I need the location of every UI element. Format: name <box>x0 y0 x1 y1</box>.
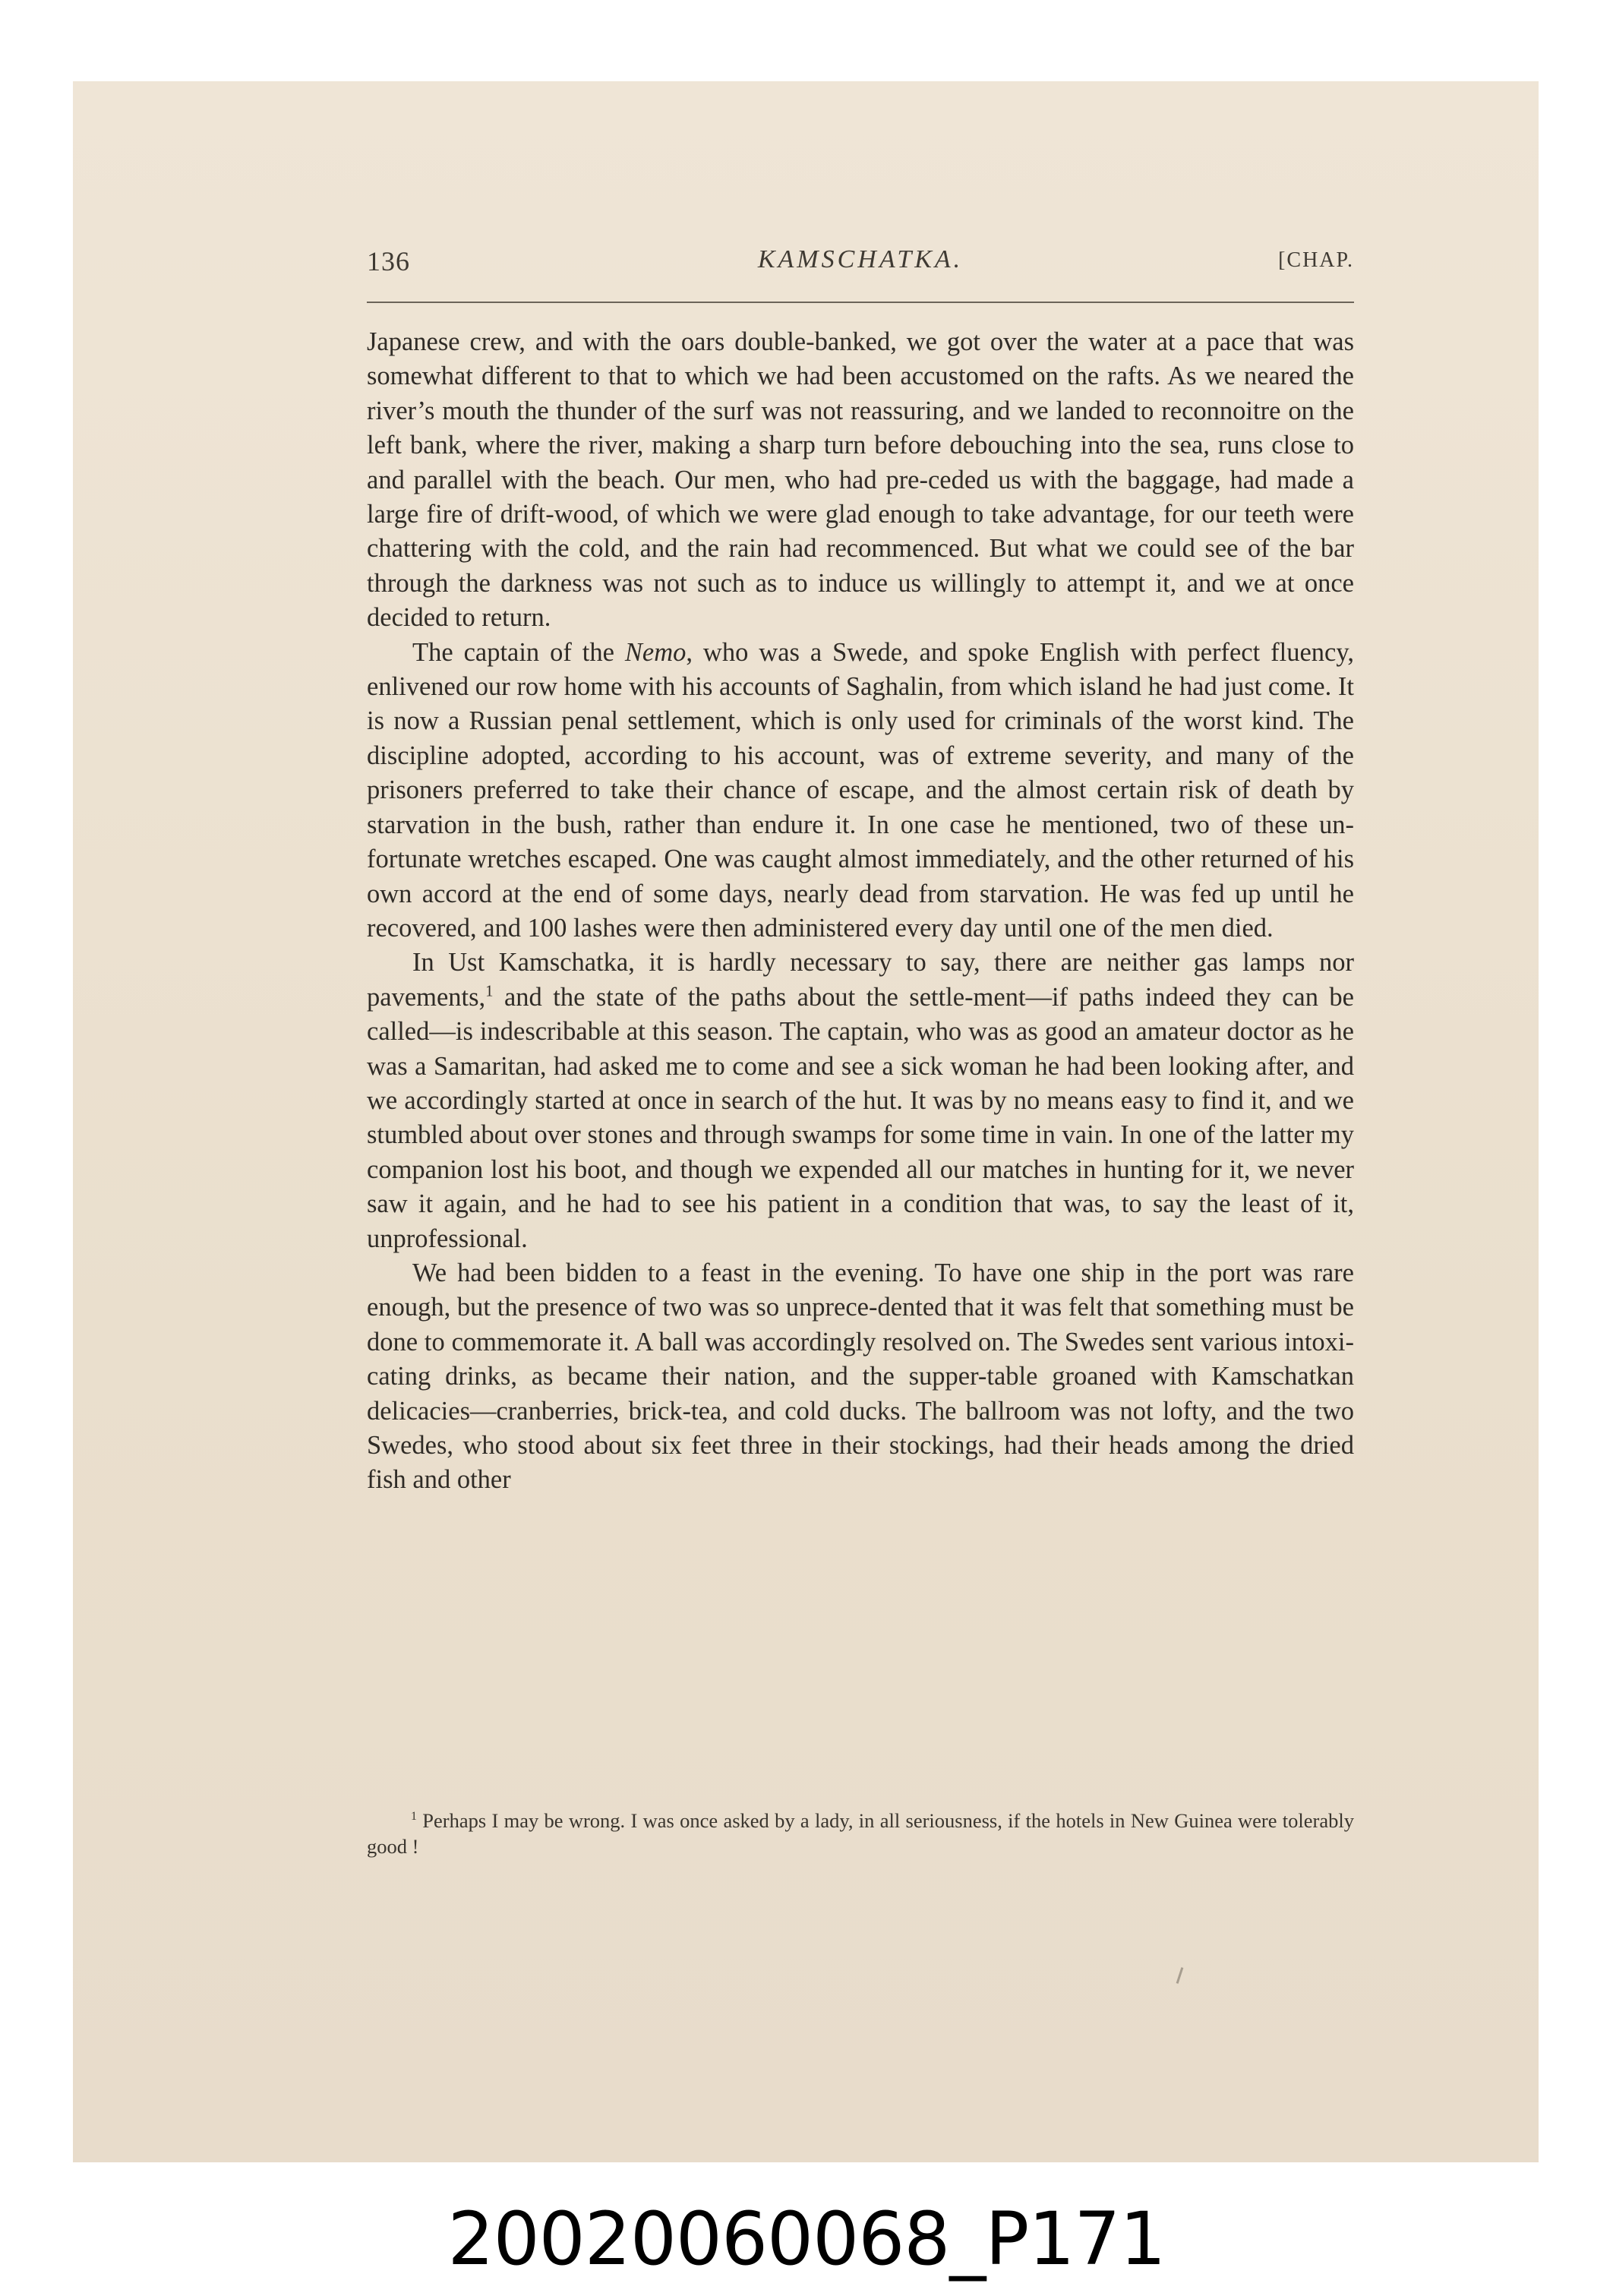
paragraph-4 <box>367 1256 1354 1498</box>
paragraph-2-text-start: The captain of the <box>412 637 625 667</box>
footnote <box>367 1808 1354 1859</box>
header-rule <box>367 302 1354 303</box>
paragraph-2-text-end: , who was a Swede, and spoke English with perfect fluency, enlivened our row home with his accounts of Saghalin, from which island he had just come. It is now a Russian penal settlement, which is only used for criminals of the worst kind. The discipline adopted, according to his account, was of extreme severity, and many of the prisoners preferred to take their chance of escape, and the almost certain risk of death by starvation in the bush, rather than endure it. In one case he mentioned, two of these un-fortunate wretches escaped. One was caught almost immediately, and the other returned of his own accord at the end of some days, nearly dead from starvation. He was fed up until he recovered, and 100 lashes were then administered every day until one of the men died. <box>367 637 1354 943</box>
paragraph-3-text-start: In Ust Kamschatka, it is hardly necessary to say, there are neither gas lamps nor pavements, <box>367 948 1354 1012</box>
chapter-mark: [CHAP. <box>1278 248 1354 272</box>
paragraph-4-text: We had been bidden to a feast in the evening. To have one ship in the port was rare enough, but the presence of two was so unprece-dented that it was felt that something must be done to commemorate it. A ball was accordingly resolved on. The Swedes sent various intoxi-cating drinks, as became their nation, and the supper-table groaned with Kamschatkan delicacies—cranberries, brick-tea, and cold ducks. The ballroom was not lofty, and the two Swedes, who stood about six feet three in their stockings, had their heads among the dried fish and other <box>367 1258 1354 1495</box>
page-header <box>367 245 1354 291</box>
paragraph-1 <box>367 325 1354 636</box>
paragraph-2 <box>367 636 1354 946</box>
footnote-mark: 1 <box>411 1810 417 1824</box>
paragraph-3-text-end: and the state of the paths about the settle-ment—if paths indeed they can be called—is indescribable at this season. The captain, who was as good an amateur doctor as he was a Samaritan, had asked me to come and see a sick woman he had been looking after, and we accordingly started at once in search of the hut. It was by no means easy to find it, and we stumbled about over stones and through swamps for some time in vain. In one of the latter my companion lost his boot, and though we expended all our matches in hunting for it, we never saw it again, and he had to see his patient in a condition that was, to say the least of it, unprofessional. <box>367 982 1354 1253</box>
footnote-text: Perhaps I may be wrong. I was once asked by a lady, in all seriousness, if the hotels in New Guinea were tolerably good ! <box>367 1809 1354 1858</box>
page-number: 136 <box>367 246 410 276</box>
ship-name: Nemo <box>624 637 687 667</box>
paragraph-1-text: Japanese crew, and with the oars double-banked, we got over the water at a pace that was somewhat different to that to which we had been accustomed on the rafts. As we neared the river’s mouth the thunder of the surf was not reassuring, and we landed to reconnoitre on the left bank, where the river, making a sharp turn before debouching into the sea, runs close to and parallel with the beach. Our men, who had pre-ceded us with the baggage, had made a large fire of drift-wood, of which we were glad enough to take advantage, for our teeth were chattering with the cold, and the rain had recommenced. But what we could see of the bar through the darkness was not such as to induce us willingly to attempt it, and we at once decided to return. <box>367 327 1354 633</box>
running-title: KAMSCHATKA. <box>757 245 964 273</box>
footnote-reference: 1 <box>485 983 494 1000</box>
paragraph-3 <box>367 946 1354 1256</box>
body-text <box>367 325 1354 1498</box>
accession-label: 20020060068_P171 <box>447 2197 1166 2282</box>
